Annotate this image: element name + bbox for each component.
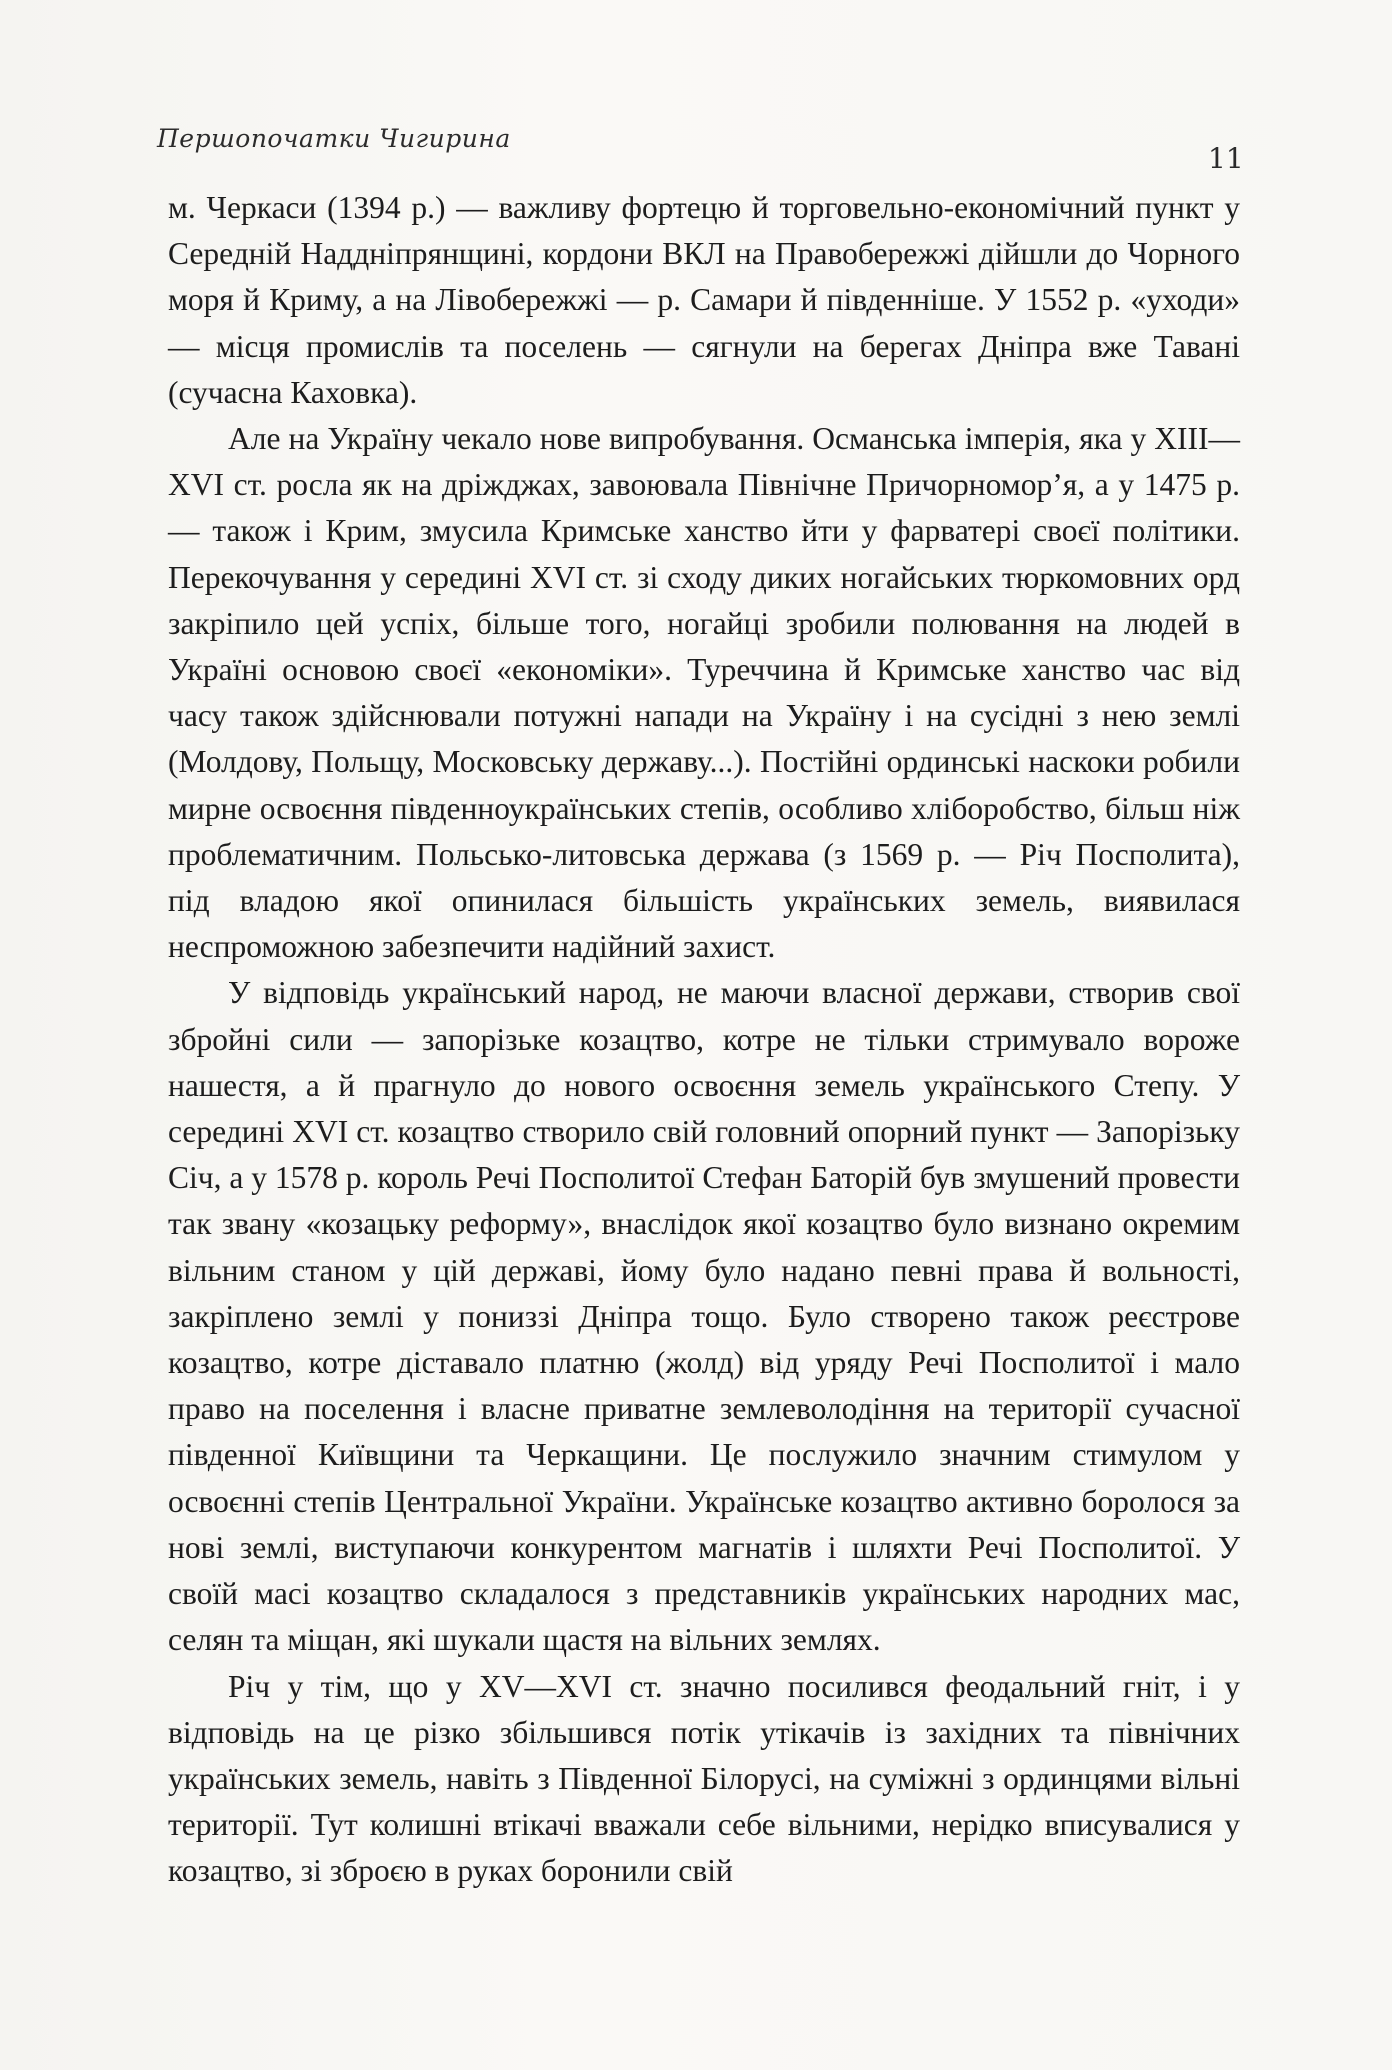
paragraph-3: У відповідь український народ, не маючи власної держави, створив свої збройні сили — запорізьке козацтво, котре не тільки стримувало вороже нашестя, а й прагнуло до нового освоєння земель українського Степу. У середині XVI ст. козацтво створило свій головний опорний пункт — Запорізьку Січ, а у 1578 р. король Речі Посполитої Стефан Баторій був змушений провести так звану «козацьку реформу», внаслідок якої козацтво було визнано окремим вільним станом у цій державі, йому було надано певні права й вольності, закріплено землі у пониззі Дніпра тощо. Було створено також реєстрове козацтво, котре діставало платню (жолд) від уряду Речі Посполитої і мало право на поселення і власне приватне землеволодіння на території сучасної південної Київщини та Черкащини. Це послужило значним стимулом у освоєнні степів Центральної України. Українське козацтво активно боролося за нові землі, виступаючи конкурентом магнатів і шляхти Речі Посполитої. У своїй масі козацтво складалося з представників українських народних мас, селян та міщан, які шукали щастя на вільних землях. bbox=[168, 975, 1240, 1658]
paragraph-2: Але на Україну чекало нове випробування. Османська імперія, яка у XIII—XVI ст. росла як на дріжджах, завоювала Північне Причорномор’я, а у 1475 р. — також і Крим, змусила Кримське ханство йти у фарватері своєї політики. Перекочування у середині XVI ст. зі сходу диких ногайських тюркомовних орд закріпило цей успіх, більше того, ногайці зробили полювання на людей в Україні основою своєї «економіки». Туреччина й Кримське ханство час від часу також здійснювали потужні напади на Україну і на сусідні з нею землі (Молдову, Польщу, Московську державу...). Постійні ординські наскоки робили мирне освоєння південноукраїнських степів, особливо хліборобство, більш ніж проблематичним. Польсько-литовська держава (з 1569 р. — Річ Посполита), під владою якої опинилася більшість українських земель, виявилася неспроможною забезпечити надійний захист. bbox=[168, 421, 1240, 965]
body-text bbox=[168, 185, 1240, 1895]
paragraph-4: Річ у тім, що у XV—XVI ст. значно посилився феодальний гніт, і у відповідь на це різко збільшився потік утікачів із західних та північних українських земель, навіть з Південної Білорусі, на суміжні з ординцями вільні території. Тут колишні втікачі вважали себе вільними, нерідко вписувалися у козацтво, зі зброєю в руках боронили свій bbox=[168, 1668, 1240, 1889]
paragraph-1: м. Черкаси (1394 р.) — важливу фортецю й торговельно-економічний пункт у Середній Наддніпрянщині, кордони ВКЛ на Правобережжі дійшли до Чорного моря й Криму, а на Лівобережжі — р. Самари й південніше. У 1552 р. «уходи» — місця промислів та поселень — сягнули на берегах Дніпра вже Тавані (сучасна Каховка). bbox=[168, 190, 1240, 410]
running-title: Першопочатки Чигирина bbox=[157, 124, 511, 153]
page-number: 11 bbox=[1208, 142, 1244, 175]
